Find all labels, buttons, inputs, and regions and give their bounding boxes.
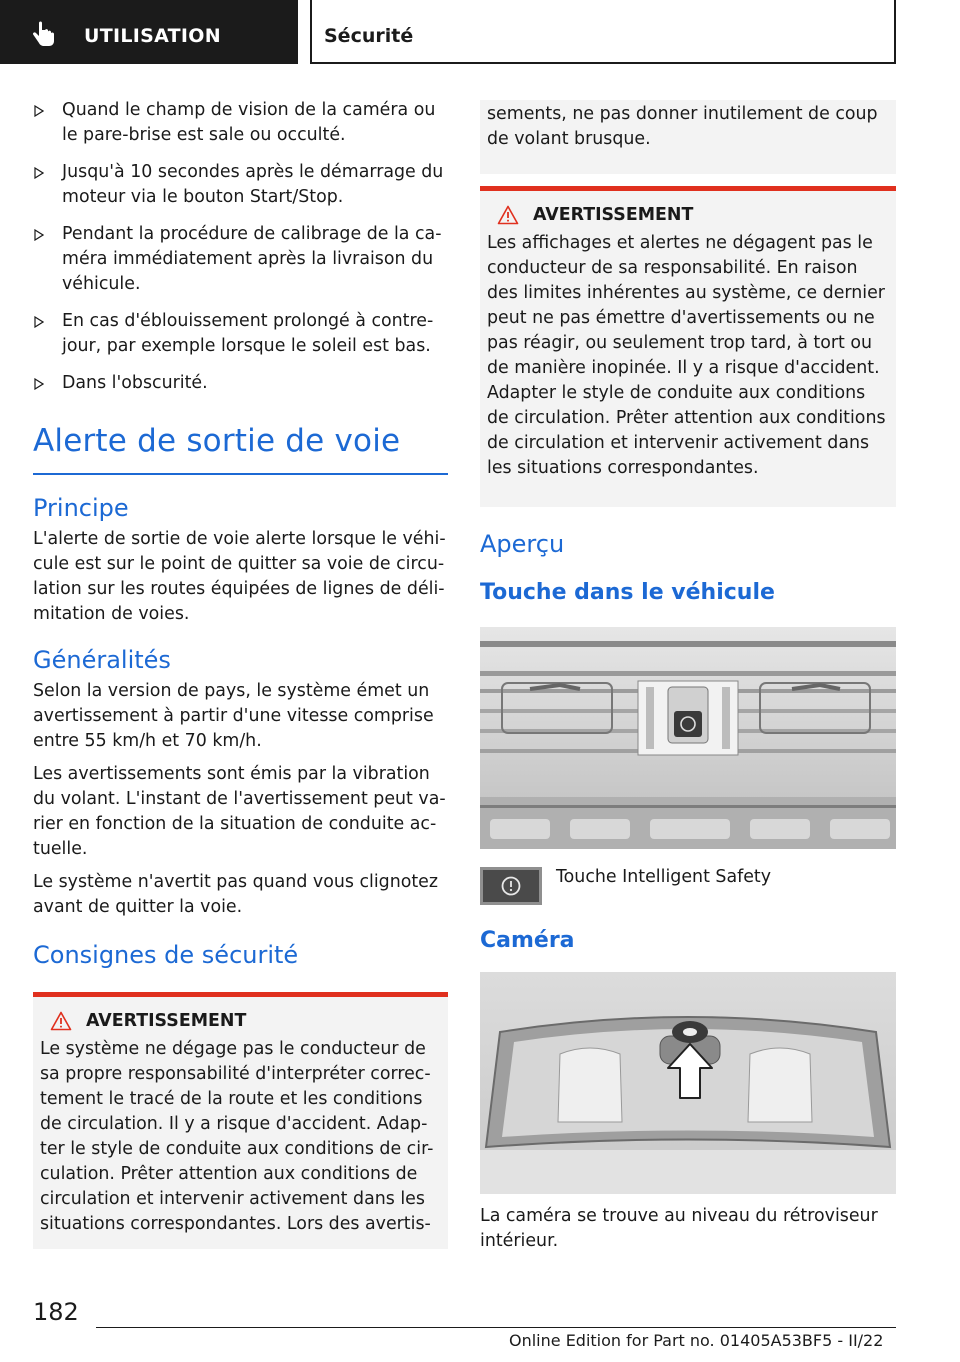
triangle-bullet-icon bbox=[34, 105, 44, 117]
edition-note: Online Edition for Part no. 01405A53BF5 - II/22 bbox=[509, 1331, 884, 1350]
intelligent-safety-button-icon bbox=[480, 867, 542, 905]
principe-text: L'alerte de sortie de voie alerte lorsque le véhi-cule est sur le point de quitter sa voie de circu-lation sur les routes équipées de lignes de déli-mitation de voies. bbox=[33, 528, 446, 624]
warning-triangle-icon bbox=[50, 1011, 72, 1031]
button-caption: Touche Intelligent Safety bbox=[556, 866, 772, 887]
button-legend bbox=[480, 867, 896, 905]
chapter-title: UTILISATION bbox=[84, 25, 221, 47]
page-number: 182 bbox=[33, 1298, 79, 1326]
left-column bbox=[33, 98, 448, 1249]
list-item: En cas d'éblouissement prolongé à contre-jour, par exemple lorsque le soleil est bas. bbox=[33, 309, 448, 359]
list-item: Pendant la procédure de calibrage de la ca-méra immédiatement après la livraison du véhicule. bbox=[33, 222, 448, 297]
apercu-heading: Aperçu bbox=[480, 530, 565, 558]
triangle-bullet-icon bbox=[34, 229, 44, 241]
heading-divider bbox=[33, 473, 448, 475]
consignes-heading: Consignes de sécurité bbox=[33, 940, 299, 969]
generalites-heading: Généralités bbox=[33, 645, 171, 674]
generalites-paragraph: Les avertissements sont émis par la vibration du volant. L'instant de l'avertissement peut va-rier en fonction de la situation de conduite ac-tuelle. bbox=[33, 763, 446, 859]
windshield-illustration bbox=[480, 972, 896, 1194]
warning-title: AVERTISSEMENT bbox=[86, 1010, 247, 1031]
list-item: Jusqu'à 10 secondes après le démarrage du moteur via le bouton Start/Stop. bbox=[33, 160, 448, 210]
list-item: Quand le champ de vision de la caméra ou le pare-brise est sale ou occulté. bbox=[33, 98, 448, 148]
camera-caption: La caméra se trouve au niveau du rétroviseur intérieur. bbox=[480, 1206, 878, 1251]
triangle-bullet-icon bbox=[34, 167, 44, 179]
triangle-bullet-icon bbox=[34, 316, 44, 328]
warning-text: Les affichages et alertes ne dégagent pas le conducteur de sa responsabilité. En raison des limites inhérentes au système, ce dernier peut ne pas émettre d'avertissements ou ne pas réagir, ou seulement trop tard, à tort ou de manière inopinée. Il y a risque d'accident. Adapter le style de conduite aux conditions de circulation. Prêter attention aux conditions de circulation et intervenir activement dans les situations correspondantes. bbox=[487, 233, 886, 478]
list-item: Dans l'obscurité. bbox=[33, 371, 448, 396]
warning-text: Le système ne dégage pas le conducteur de sa propre responsabilité d'interpréter correc-tement le tracé de la route et les conditions de circulation. Il y a risque d'accident. Adap-ter le style de conduite aux conditions de cir-culation. Prêter attention aux conditions de circulation et intervenir activement dans les situations correspondantes. Lors des avertis- bbox=[40, 1038, 434, 1234]
principe-heading: Principe bbox=[33, 493, 129, 522]
generalites-paragraph: Selon la version de pays, le système émet un avertissement à partir d'une vitesse comprise entre 55 km/h et 70 km/h. bbox=[33, 680, 434, 751]
section-title: Sécurité bbox=[324, 25, 414, 47]
triangle-bullet-icon bbox=[34, 378, 44, 390]
footer-divider bbox=[96, 1327, 896, 1328]
warning-triangle-icon bbox=[497, 205, 519, 225]
condition-list bbox=[33, 98, 448, 396]
warning-title: AVERTISSEMENT bbox=[533, 205, 694, 225]
generalites-paragraph: Le système n'avertit pas quand vous clignotez avant de quitter la voie. bbox=[33, 871, 439, 917]
camera-location-image bbox=[480, 972, 896, 1194]
warning-box-continued bbox=[480, 100, 896, 174]
chapter-tab bbox=[0, 0, 298, 64]
warning-box bbox=[33, 992, 448, 1249]
warning-text: sements, ne pas donner inutilement de coup de volant brusque. bbox=[487, 104, 878, 149]
section-tab bbox=[310, 0, 896, 64]
right-column bbox=[480, 100, 896, 1254]
dashboard-button-image bbox=[480, 627, 896, 849]
dashboard-illustration bbox=[480, 627, 896, 849]
camera-heading: Caméra bbox=[480, 927, 575, 953]
touche-heading: Touche dans le véhicule bbox=[480, 580, 775, 605]
warning-box bbox=[480, 186, 896, 507]
main-heading: Alerte de sortie de voie bbox=[33, 423, 401, 459]
hand-pointer-icon bbox=[28, 20, 58, 50]
